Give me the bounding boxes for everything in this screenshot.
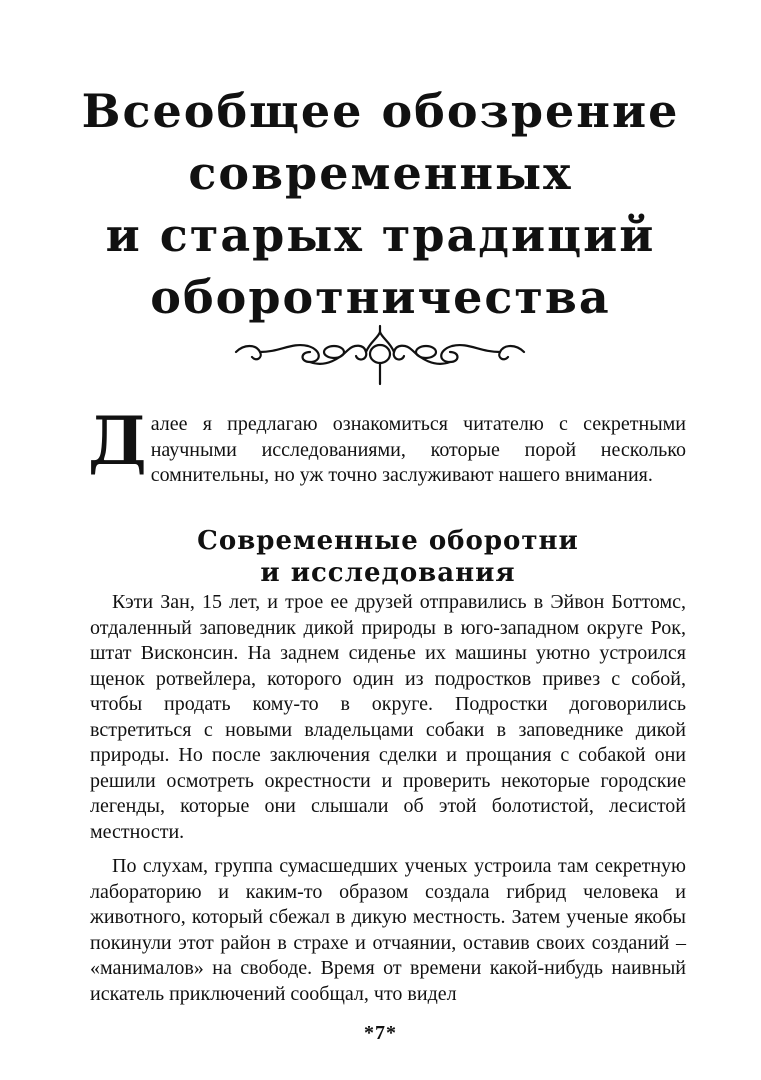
intro-text: алее я предлагаю ознакомиться читателю с секретными научными исследованиями, которые порой несколько сомнительны, но уж точно заслуживают нашего внимания. [150, 413, 686, 486]
chapter-title-line: и старых традиций [105, 208, 656, 262]
chapter-title-line: современных [188, 146, 573, 200]
intro-paragraph [88, 402, 686, 489]
chapter-title [40, 80, 721, 328]
body-paragraph: По слухам, группа сумасшедших ученых устроила там секретную лабораторию и каким-то образом создала гибрид человека и животного, который сбежал в дикую местность. Затем ученые якобы покинули этот район в страхе и отчаянии, оставив своих созданий – «манималов» на свободе. Время от времени какой-нибудь наивный искатель приключений сообщал, что видел [90, 855, 686, 1005]
ornament-divider-icon [230, 322, 530, 388]
chapter-title-line: оборотничества [150, 270, 611, 324]
section-heading-line: Современные оборотни [197, 526, 579, 556]
body-paragraph: Кэти Зан, 15 лет, и трое ее друзей отправились в Эйвон Боттомс, отдаленный заповедник дикой природы в юго-западном округе Рок, штат Висконсин. На заднем сиденье их машины уютно устроился щенок ротвейлера, которого один из подростков привез с собой, чтобы продать кому-то в округе. Подростки договорились встретиться с новыми владельцами собаки в заповеднике дикой природы. Но после заключения сделки и прощания с собакой они решили осмотреть окрестности и проверить некоторые городские легенды, которые они слышали об этой болотистой, лесистой местности. [90, 591, 686, 843]
chapter-title-line: Всеобщее обозрение [81, 84, 680, 138]
drop-cap: Д [88, 402, 147, 480]
section-heading [90, 525, 686, 589]
section-heading-line: и исследования [260, 558, 516, 588]
page-number: *7* [364, 1022, 397, 1044]
